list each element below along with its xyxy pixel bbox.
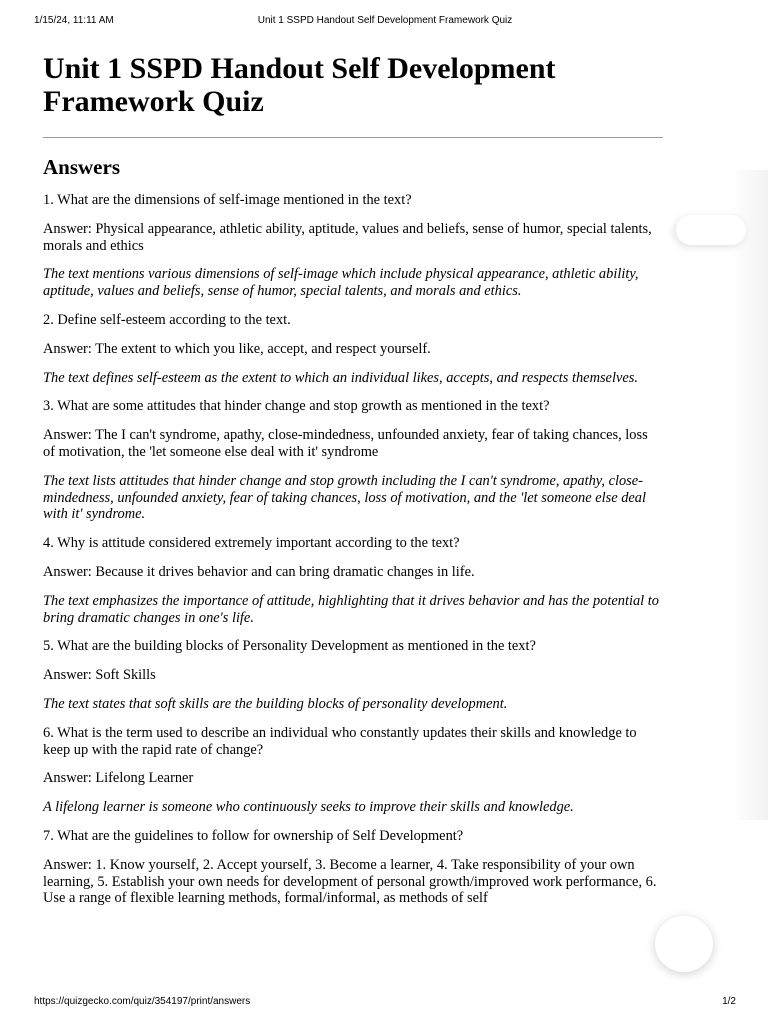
qa-item [43,725,663,816]
qa-list [43,192,663,907]
explanation-text: The text lists attitudes that hinder change and stop growth including the I can't syndrome, apathy, close-mindedness, unfounded anxiety, fear of taking chances, loss of motivation, and the 'let someone else deal with it' syndrome. [43,472,646,523]
question-text: 1. What are the dimensions of self-image mentioned in the text? [43,192,412,208]
explanation-text: The text defines self-esteem as the extent to which an individual likes, accepts, and respects themselves. [43,369,638,386]
answer-text: Answer: Because it drives behavior and can bring dramatic changes in life. [43,563,475,580]
section-heading: Answers [43,155,120,179]
answer-text: Answer: The extent to which you like, accept, and respect yourself. [43,340,431,357]
explanation-text: The text emphasizes the importance of attitude, highlighting that it drives behavior and has the potential to bring dramatic changes in one's life. [43,592,659,626]
document-title-line-1: Unit 1 SSPD Handout Self Development [43,52,556,85]
qa-item [43,192,663,300]
question-text: 6. What is the term used to describe an individual who constantly updates their skills and knowledge to keep up with the rapid rate of change? [43,724,637,758]
answer-text: Answer: 1. Know yourself, 2. Accept yourself, 3. Become a learner, 4. Take responsibility of your own learning, 5. Establish your own needs for development of personal growth/improved work performance, 6. Use a range of flexible learning methods, formal/informal, as methods of self [43,856,657,907]
qa-item [43,638,663,712]
explanation-text: A lifelong learner is someone who continuously seeks to improve their skills and knowledge. [43,799,574,816]
question-text: 5. What are the building blocks of Personality Development as mentioned in the text? [43,638,536,655]
qa-item [43,828,663,907]
page-number: 1/2 [722,996,736,1007]
qa-item [43,398,663,523]
print-page-title: Unit 1 SSPD Handout Self Development Framework Quiz [257,15,513,26]
answer-text: Answer: The I can't syndrome, apathy, close-mindedness, unfounded anxiety, fear of taking chances, loss of motivation, the 'let someone else deal with it' syndrome [43,427,648,460]
print-url: https://quizgecko.com/quiz/354197/print/answers [34,996,251,1007]
document-content [43,52,663,919]
print-footer [34,996,736,1010]
explanation-text: The text states that soft skills are the building blocks of personality development. [43,695,508,712]
print-header [34,15,736,29]
question-text: 2. Define self-esteem according to the text. [43,311,291,328]
print-timestamp: 1/15/24, 11:11 AM [34,15,114,26]
title-divider [43,137,663,138]
side-panel-shadow [730,170,768,820]
answer-text: Answer: Soft Skills [43,667,156,684]
qa-item [43,312,663,386]
floating-action-button[interactable] [655,916,713,972]
question-text: 3. What are some attitudes that hinder change and stop growth as mentioned in the text? [43,398,550,415]
document-title [43,52,663,118]
answer-text: Answer: Physical appearance, athletic ability, aptitude, values and beliefs, sense of humor, special talents, morals and ethics [43,220,652,254]
question-text: 7. What are the guidelines to follow for ownership of Self Development? [43,827,464,844]
explanation-text: The text mentions various dimensions of self-image which include physical appearance, athletic ability, aptitude, values and beliefs, sense of humor, special talents, and morals and ethics. [43,266,639,300]
qa-item [43,535,663,626]
answer-text: Answer: Lifelong Learner [43,770,194,787]
document-title-line-2: Framework Quiz [43,85,264,118]
side-tab-handle[interactable] [676,215,746,245]
question-text: 4. Why is attitude considered extremely important according to the text? [43,535,460,552]
